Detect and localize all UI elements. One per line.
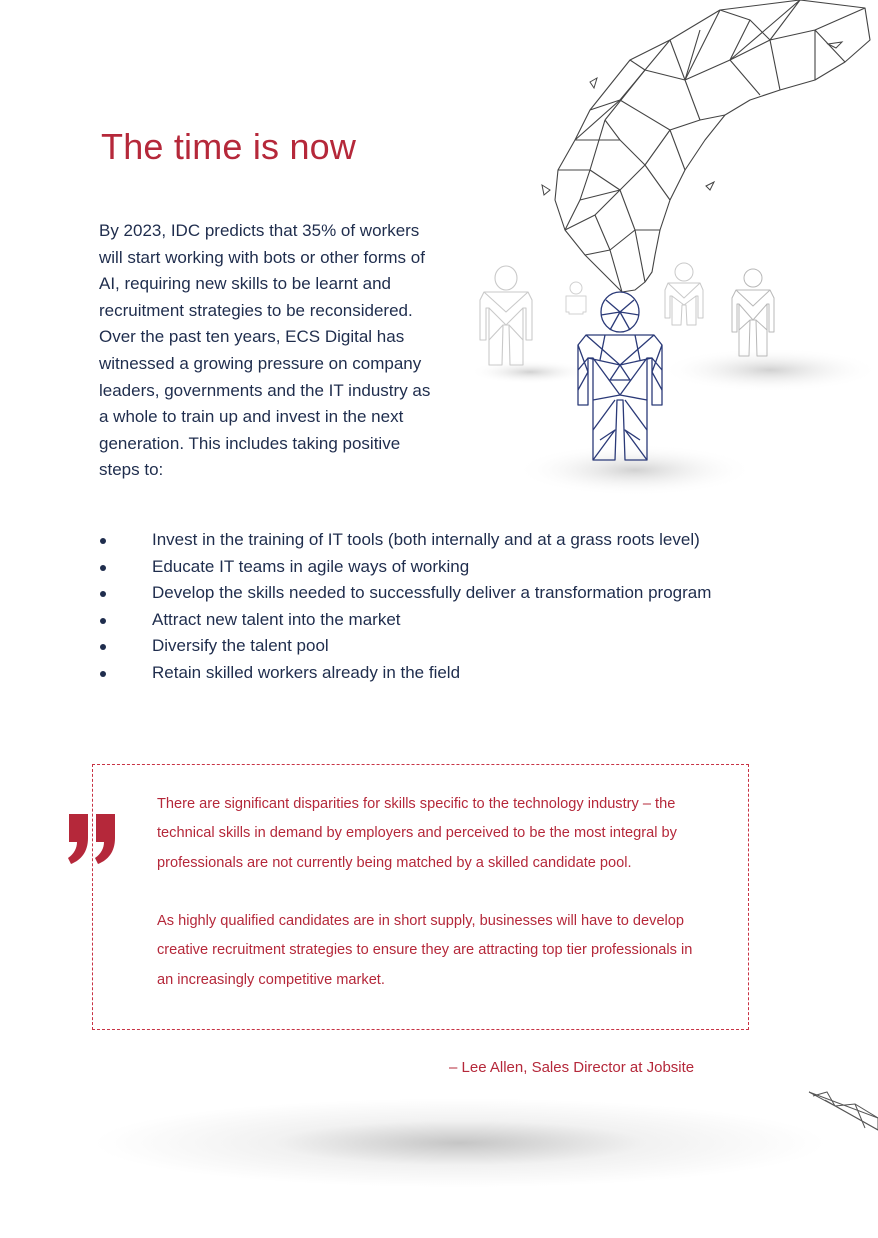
list-item: Educate IT teams in agile ways of working [99,554,799,581]
bullet-dot-icon [100,538,106,544]
wireframe-shard-icon [805,1088,878,1138]
page-title: The time is now [101,126,357,167]
quote-attribution: – Lee Allen, Sales Director at Jobsite [449,1059,695,1076]
bullet-dot-icon [100,618,106,624]
bullet-dot-icon [100,671,106,677]
bullet-dot-icon [100,565,106,571]
list-item: Invest in the training of IT tools (both internally and at a grass roots level) [99,527,799,554]
faded-person-icon [732,269,774,356]
wireframe-hand-illustration [470,0,878,510]
wireframe-hand-icon [555,0,870,292]
faded-person-icon [480,266,532,365]
quote-paragraph: There are significant disparities for skills specific to the technology industry – the technical skills in demand by employers and perceived to be the most integral by professionals are not currently being matched by a skilled candidate pool. [157,796,677,871]
bullet-dot-icon [100,591,106,597]
faded-person-icon [665,263,703,325]
closing-quote-icon [66,812,120,882]
bullet-dot-icon [100,644,106,650]
bullet-list [99,527,799,687]
quote-text [157,790,702,995]
list-item: Diversify the talent pool [99,633,799,660]
list-item: Attract new talent into the market [99,607,799,634]
wireframe-person-icon [578,292,662,460]
floor-shadow [90,1098,830,1188]
list-item: Retain skilled workers already in the field [99,660,799,687]
faded-person-icon [566,282,586,314]
list-item: Develop the skills needed to successfully deliver a transformation program [99,580,799,607]
intro-paragraph: By 2023, IDC predicts that 35% of workers will start working with bots or other forms of AI, requiring new skills to be learnt and recruitment strategies to be reconsidered. Over the past ten years, ECS Digital has witnessed a growing pressure on company leaders, governments and the IT industry as a whole to train up and invest in the next generation. This includes taking positive steps to: [99,221,431,480]
quote-paragraph: As highly qualified candidates are in short supply, businesses will have to develop creative recruitment strategies to ensure they are attracting top tier professionals in an increasingly competitive market. [157,913,693,988]
